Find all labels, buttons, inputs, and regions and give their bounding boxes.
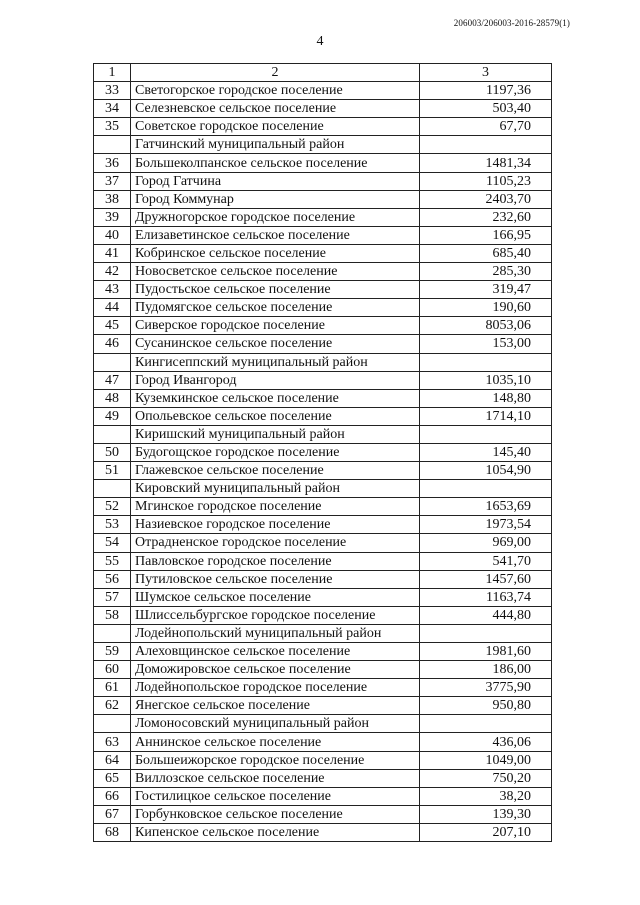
row-number (94, 353, 131, 371)
table-row (94, 226, 552, 244)
row-value: 67,70 (420, 118, 552, 136)
settlement-name: Горбунковское сельское поселение (131, 805, 420, 823)
row-value: 1105,23 (420, 172, 552, 190)
table-body (94, 82, 552, 842)
header-col-2: 2 (131, 64, 420, 82)
row-number: 43 (94, 281, 131, 299)
settlement-name: Пудостьское сельское поселение (131, 281, 420, 299)
settlement-name: Лодейнопольский муниципальный район (131, 624, 420, 642)
settlement-name: Сиверское городское поселение (131, 317, 420, 335)
table-row (94, 281, 552, 299)
settlement-name: Дружногорское городское поселение (131, 208, 420, 226)
table-row (94, 335, 552, 353)
row-number: 38 (94, 190, 131, 208)
header-col-1: 1 (94, 64, 131, 82)
page-number: 4 (316, 34, 324, 49)
settlement-name: Город Коммунар (131, 190, 420, 208)
table-row (94, 407, 552, 425)
row-number: 67 (94, 805, 131, 823)
row-value: 1457,60 (420, 570, 552, 588)
settlement-name: Алеховщинское сельское поселение (131, 643, 420, 661)
row-value: 148,80 (420, 389, 552, 407)
settlement-name: Виллозское сельское поселение (131, 769, 420, 787)
row-number: 37 (94, 172, 131, 190)
header-row (94, 64, 552, 82)
row-value: 145,40 (420, 443, 552, 461)
settlement-name: Киришский муниципальный район (131, 425, 420, 443)
settlement-name: Елизаветинское сельское поселение (131, 226, 420, 244)
row-value: 685,40 (420, 244, 552, 262)
table-row (94, 787, 552, 805)
table-row (94, 751, 552, 769)
settlement-name: Кобринское сельское поселение (131, 244, 420, 262)
table-row (94, 823, 552, 841)
row-number: 40 (94, 226, 131, 244)
row-value (420, 425, 552, 443)
row-number: 62 (94, 697, 131, 715)
row-value: 1163,74 (420, 588, 552, 606)
row-number: 44 (94, 299, 131, 317)
row-value: 1714,10 (420, 407, 552, 425)
table-row (94, 371, 552, 389)
row-number (94, 136, 131, 154)
settlement-name: Мгинское городское поселение (131, 498, 420, 516)
row-number (94, 425, 131, 443)
row-value: 969,00 (420, 534, 552, 552)
row-value: 444,80 (420, 606, 552, 624)
row-value: 38,20 (420, 787, 552, 805)
table-row (94, 498, 552, 516)
table-row (94, 154, 552, 172)
district-row (94, 715, 552, 733)
row-number: 46 (94, 335, 131, 353)
table-row (94, 679, 552, 697)
settlement-name: Назиевское городское поселение (131, 516, 420, 534)
row-number (94, 715, 131, 733)
settlement-name: Гатчинский муниципальный район (131, 136, 420, 154)
settlement-name: Лодейнопольское городское поселение (131, 679, 420, 697)
row-number: 48 (94, 389, 131, 407)
row-number: 36 (94, 154, 131, 172)
row-number: 33 (94, 82, 131, 100)
row-number: 51 (94, 462, 131, 480)
settlement-name: Кингисеппский муниципальный район (131, 353, 420, 371)
row-value: 1653,69 (420, 498, 552, 516)
settlement-name: Шлиссельбургское городское поселение (131, 606, 420, 624)
row-number: 61 (94, 679, 131, 697)
table-row (94, 208, 552, 226)
row-number: 41 (94, 244, 131, 262)
row-number: 50 (94, 443, 131, 461)
row-value: 541,70 (420, 552, 552, 570)
row-number: 53 (94, 516, 131, 534)
district-row (94, 353, 552, 371)
settlement-name: Отрадненское городское поселение (131, 534, 420, 552)
table-row (94, 317, 552, 335)
settlement-name: Город Ивангород (131, 371, 420, 389)
settlement-name: Доможировское сельское поселение (131, 661, 420, 679)
row-number: 64 (94, 751, 131, 769)
settlement-name: Куземкинское сельское поселение (131, 389, 420, 407)
row-value: 8053,06 (420, 317, 552, 335)
row-value: 950,80 (420, 697, 552, 715)
row-value: 319,47 (420, 281, 552, 299)
district-row (94, 624, 552, 642)
row-number: 45 (94, 317, 131, 335)
settlement-name: Пудомягское сельское поселение (131, 299, 420, 317)
settlement-name: Будогощское городское поселение (131, 443, 420, 461)
table-row (94, 118, 552, 136)
header-col-3: 3 (420, 64, 552, 82)
table-row (94, 643, 552, 661)
row-number: 54 (94, 534, 131, 552)
row-value: 207,10 (420, 823, 552, 841)
table-row (94, 516, 552, 534)
row-number: 57 (94, 588, 131, 606)
table-row (94, 263, 552, 281)
settlement-name: Опольевское сельское поселение (131, 407, 420, 425)
row-value: 1049,00 (420, 751, 552, 769)
table-row (94, 100, 552, 118)
row-number: 49 (94, 407, 131, 425)
row-number: 39 (94, 208, 131, 226)
settlement-name: Шумское сельское поселение (131, 588, 420, 606)
table-row (94, 588, 552, 606)
settlement-name: Кировский муниципальный район (131, 480, 420, 498)
row-number: 68 (94, 823, 131, 841)
settlement-name: Город Гатчина (131, 172, 420, 190)
table-row (94, 443, 552, 461)
settlement-name: Аннинское сельское поселение (131, 733, 420, 751)
row-number: 56 (94, 570, 131, 588)
row-value: 750,20 (420, 769, 552, 787)
settlement-name: Большеижорское городское поселение (131, 751, 420, 769)
district-row (94, 425, 552, 443)
table-row (94, 570, 552, 588)
table-row (94, 299, 552, 317)
table-row (94, 82, 552, 100)
row-number (94, 624, 131, 642)
row-value (420, 353, 552, 371)
settlement-name: Светогорское городское поселение (131, 82, 420, 100)
row-number: 35 (94, 118, 131, 136)
row-value (420, 624, 552, 642)
row-value: 166,95 (420, 226, 552, 244)
row-value (420, 480, 552, 498)
table-row (94, 805, 552, 823)
settlement-name: Селезневское сельское поселение (131, 100, 420, 118)
table-row (94, 733, 552, 751)
row-value (420, 715, 552, 733)
row-number: 65 (94, 769, 131, 787)
settlement-name: Павловское городское поселение (131, 552, 420, 570)
row-value: 1973,54 (420, 516, 552, 534)
row-number: 66 (94, 787, 131, 805)
table-row (94, 697, 552, 715)
settlement-name: Советское городское поселение (131, 118, 420, 136)
row-value: 436,06 (420, 733, 552, 751)
row-number: 34 (94, 100, 131, 118)
settlements-table (93, 63, 552, 842)
table-row (94, 389, 552, 407)
row-number (94, 480, 131, 498)
table-row (94, 534, 552, 552)
row-value: 232,60 (420, 208, 552, 226)
row-value: 1035,10 (420, 371, 552, 389)
table-row (94, 769, 552, 787)
row-value: 1981,60 (420, 643, 552, 661)
settlement-name: Янегское сельское поселение (131, 697, 420, 715)
district-row (94, 480, 552, 498)
row-number: 55 (94, 552, 131, 570)
settlement-name: Глажевское сельское поселение (131, 462, 420, 480)
row-value: 1054,90 (420, 462, 552, 480)
row-value (420, 136, 552, 154)
row-value: 186,00 (420, 661, 552, 679)
district-row (94, 136, 552, 154)
row-value: 1481,34 (420, 154, 552, 172)
row-value: 3775,90 (420, 679, 552, 697)
row-value: 153,00 (420, 335, 552, 353)
settlement-name: Кипенское сельское поселение (131, 823, 420, 841)
table-row (94, 244, 552, 262)
row-number: 63 (94, 733, 131, 751)
row-value: 285,30 (420, 263, 552, 281)
row-number: 58 (94, 606, 131, 624)
settlement-name: Новосветское сельское поселение (131, 263, 420, 281)
document-id: 206003/206003-2016-28579(1) (453, 18, 570, 28)
table-row (94, 606, 552, 624)
row-number: 60 (94, 661, 131, 679)
row-value: 2403,70 (420, 190, 552, 208)
table-row (94, 552, 552, 570)
row-value: 1197,36 (420, 82, 552, 100)
row-number: 52 (94, 498, 131, 516)
settlement-name: Сусанинское сельское поселение (131, 335, 420, 353)
settlement-name: Большеколпанское сельское поселение (131, 154, 420, 172)
table-row (94, 190, 552, 208)
table-row (94, 661, 552, 679)
settlement-name: Ломоносовский муниципальный район (131, 715, 420, 733)
settlement-name: Путиловское сельское поселение (131, 570, 420, 588)
table-row (94, 172, 552, 190)
row-value: 503,40 (420, 100, 552, 118)
row-value: 190,60 (420, 299, 552, 317)
row-number: 47 (94, 371, 131, 389)
row-number: 59 (94, 643, 131, 661)
row-number: 42 (94, 263, 131, 281)
row-value: 139,30 (420, 805, 552, 823)
settlement-name: Гостилицкое сельское поселение (131, 787, 420, 805)
table-row (94, 462, 552, 480)
